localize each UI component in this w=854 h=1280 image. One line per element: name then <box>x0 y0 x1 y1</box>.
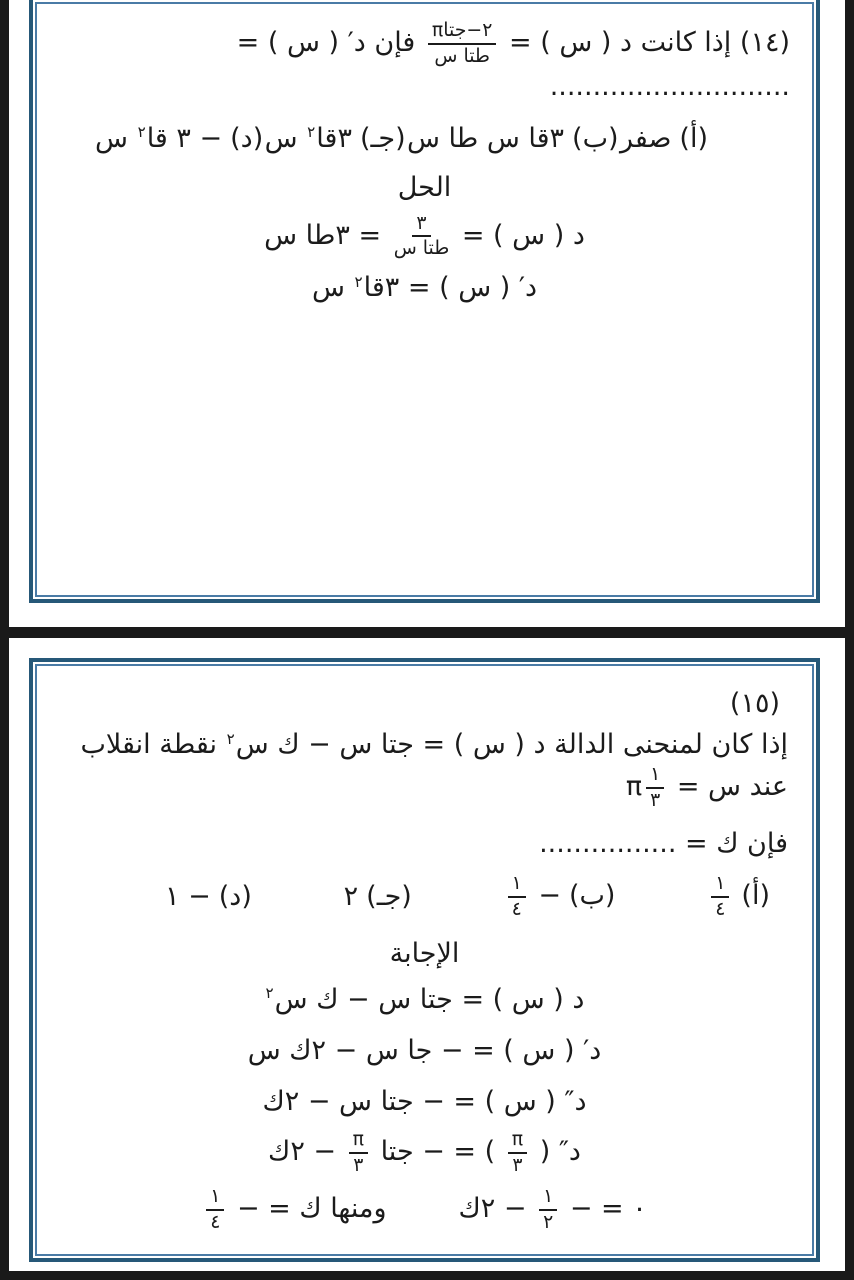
option-c <box>344 881 412 912</box>
left-edge-bar <box>0 0 9 1280</box>
solution-line-1: د ( س ) = $\frac{٣}{\text{طتا س}}$ = ٣طا س <box>264 211 585 260</box>
option-a-label: (أ) <box>741 880 770 912</box>
option-b-label: (ب) <box>572 122 619 154</box>
option-d-label: (د) <box>230 122 264 154</box>
option-c-label: (جـ) <box>359 122 406 154</box>
option-a-label: (أ) <box>679 122 708 154</box>
answer-line-3: د″ ( س ) = − جتا س − ٢ك <box>262 1085 587 1117</box>
question-card-15 <box>29 658 820 1262</box>
option-b-label: (ب) <box>568 880 616 912</box>
option-a <box>707 873 770 920</box>
bottom-edge-bar <box>0 1271 854 1280</box>
answer-line-5: ٠ = − $\frac{١}{٢}$ − ٢كومنها ك = − $\frac{١}{٤}$ <box>37 1186 812 1233</box>
option-c-value: ٢ <box>343 881 359 913</box>
question-card-15-inner <box>35 664 814 1256</box>
option-c-value: ٣قا$^٢$ س <box>264 122 352 154</box>
option-c <box>265 123 406 154</box>
question-15-number: (١٥) <box>729 688 780 719</box>
solution-title: الحل <box>397 171 452 203</box>
option-d-label: (د) <box>218 881 252 913</box>
solution-line-2: د′ ( س ) = ٣قا$^٢$ س <box>311 272 538 304</box>
answer-title: الإجابة <box>389 938 460 970</box>
answer-line-1: د ( س ) = جتا س − ك س$^٢$ <box>265 983 585 1015</box>
option-d-value: − ١ <box>165 881 211 913</box>
question-14-text: (١٤) إذا كانت د ( س ) = $\frac{\text{٢−جتاπ}}{\text{طتا س}}$ فإن د′ ( س ) = ............................ <box>236 19 790 103</box>
question-15-options-row <box>165 873 770 920</box>
answer-line-4: د″ ( $\frac{\pi}{٣}$ ) = − جتا $\frac{\pi}{٣}$ − ٢ك <box>268 1127 581 1176</box>
option-a-value: صفر <box>619 122 672 154</box>
option-d <box>165 881 252 912</box>
card-divider-bar <box>0 627 854 638</box>
answer-line-2: د′ ( س ) = − جا س − ٢ك س <box>247 1034 602 1066</box>
question-15-text: إذا كان لمنحنى الدالة د ( س ) = جتا س − ك س$^٢$ نقطة انقلاب عند س = $\frac{١}{٣}$ π <box>80 729 788 812</box>
option-b-value: ٣قا س طا س <box>407 122 565 154</box>
option-a <box>620 123 708 154</box>
question-card-14 <box>29 0 820 603</box>
question-card-14-inner <box>35 2 814 597</box>
option-a-value: $\frac{١}{٤}$ <box>707 880 733 911</box>
option-d-value: − ٣ قا$^٢$ س <box>95 122 223 154</box>
question-15-text-continued: فإن ك = ................ <box>539 827 788 859</box>
right-edge-bar <box>845 0 854 1280</box>
option-b <box>504 873 616 920</box>
option-b <box>407 123 619 154</box>
option-b-value: − $\frac{١}{٤}$ <box>504 880 561 911</box>
question-14-options-row <box>95 123 708 154</box>
option-d <box>95 123 263 154</box>
option-c-label: (جـ) <box>366 881 412 913</box>
